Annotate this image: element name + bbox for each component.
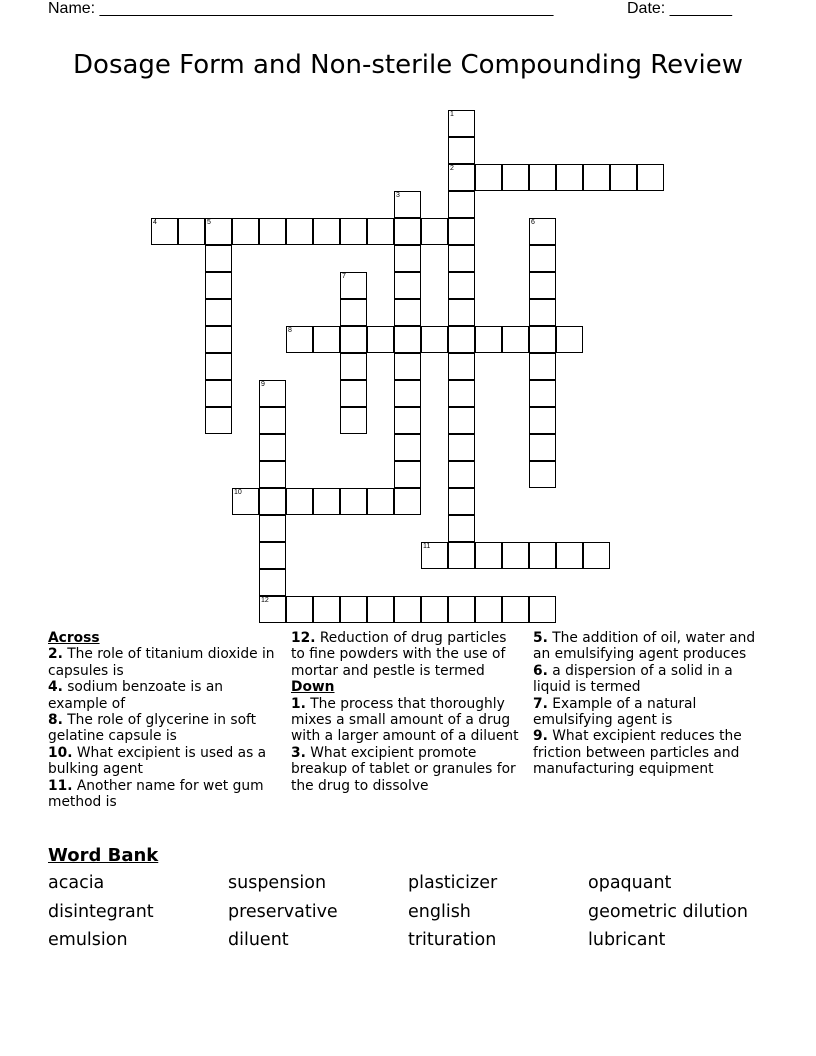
crossword-cell[interactable] [448,596,475,623]
clues-column-3 [533,630,765,778]
crossword-cell[interactable] [259,434,286,461]
crossword-cell[interactable] [340,353,367,380]
crossword-cell[interactable] [502,164,529,191]
crossword-cell[interactable] [340,380,367,407]
crossword-cell[interactable] [259,380,286,407]
crossword-cell[interactable] [205,245,232,272]
crossword-cell[interactable] [205,272,232,299]
crossword-cell[interactable] [394,488,421,515]
crossword-cell[interactable] [475,326,502,353]
word-bank-item: geometric dilution [588,901,748,922]
word-bank-title: Word Bank [48,845,159,866]
word-bank-item: plasticizer [408,873,498,893]
clue-across-11: 11. Another name for wet gum method is [48,777,264,811]
crossword-cell[interactable] [529,299,556,326]
crossword-cell[interactable] [394,299,421,326]
crossword-cell[interactable] [610,164,637,191]
crossword-cell[interactable] [448,542,475,569]
clue-number-label: 11 [423,543,431,550]
clues-column-2 [291,630,523,794]
crossword-cell[interactable] [556,542,583,569]
crossword-cell[interactable] [394,434,421,461]
clue-number-label: 1 [450,111,454,118]
clue-number-label: 12 [261,597,269,604]
crossword-cell[interactable] [448,137,475,164]
clue-across-4: 4. sodium benzoate is an example of [48,679,224,712]
clues-column-1 [48,630,280,810]
clue-number-label: 7 [342,273,346,280]
clue-down-9: 9. What excipient reduces the friction between particles and manufacturing equipment [533,728,742,778]
crossword-cell[interactable] [313,326,340,353]
crossword-cell[interactable] [205,353,232,380]
crossword-cell[interactable] [205,407,232,434]
crossword-cell[interactable] [448,191,475,218]
clue-number-label: 4 [153,219,157,226]
crossword-cell[interactable] [259,515,286,542]
crossword-cell[interactable] [286,596,313,623]
word-bank-item: disintegrant [48,901,154,922]
clue-down-1: 1. The process that thoroughly mixes a small amount of a drug with a larger amount of a diluent [291,695,519,745]
crossword-cell[interactable] [286,488,313,515]
crossword-cell[interactable] [529,596,556,623]
crossword-cell[interactable] [259,407,286,434]
crossword-cell[interactable] [232,218,259,245]
crossword-cell[interactable] [259,461,286,488]
crossword-cell[interactable] [448,434,475,461]
crossword-cell[interactable] [394,407,421,434]
crossword-cell[interactable] [502,542,529,569]
crossword-cell[interactable] [340,596,367,623]
clue-across-8: 8. The role of glycerine in soft gelatine capsule is [48,712,257,745]
crossword-cell[interactable] [529,272,556,299]
crossword-cell[interactable] [448,272,475,299]
crossword-cell[interactable] [340,218,367,245]
crossword-cell[interactable] [556,164,583,191]
crossword-cell[interactable] [340,407,367,434]
crossword-cell[interactable] [475,164,502,191]
crossword-cell[interactable] [448,110,475,137]
word-bank-item: trituration [408,930,497,950]
clue-across-12: 12. Reduction of drug particles to fine powders with the use of mortar and pestle is termed [291,630,507,679]
crossword-cell[interactable] [259,542,286,569]
crossword-cell[interactable] [448,218,475,245]
clue-across-2: 2. The role of titanium dioxide in capsules is [48,646,275,679]
word-bank-item: suspension [228,873,327,893]
crossword-cell[interactable] [448,245,475,272]
crossword-cell[interactable] [583,542,610,569]
clue-number-label: 3 [396,192,400,199]
clue-down-5: 5. The addition of oil, water and an emulsifying agent produces [533,630,756,663]
clue-number-label: 5 [207,219,211,226]
crossword-cell[interactable] [394,326,421,353]
crossword-cell[interactable] [529,407,556,434]
crossword-cell[interactable] [259,218,286,245]
crossword-cell[interactable] [529,542,556,569]
crossword-cell[interactable] [205,380,232,407]
word-bank-item: acacia [48,873,105,893]
clue-down-6: 6. a dispersion of a solid in a liquid is termed [533,662,733,696]
crossword-cell[interactable] [394,596,421,623]
crossword-cell[interactable] [394,353,421,380]
crossword-cell[interactable] [556,326,583,353]
date-field-label: Date: _______ [627,0,732,17]
crossword-cell[interactable] [448,299,475,326]
crossword-cell[interactable] [448,380,475,407]
crossword-cell[interactable] [421,596,448,623]
crossword-cell[interactable] [340,488,367,515]
name-field-label: Name: ___________________________________________________ [48,0,554,17]
clue-down-3: 3. What excipient promote breakup of tablet or granules for the drug to dissolve [291,744,516,794]
crossword-cell[interactable] [340,299,367,326]
crossword-cell[interactable] [421,218,448,245]
crossword-cell[interactable] [448,164,475,191]
crossword-cell[interactable] [394,380,421,407]
crossword-cell[interactable] [340,326,367,353]
crossword-cell[interactable] [394,191,421,218]
crossword-cell[interactable] [529,380,556,407]
crossword-cell[interactable] [367,596,394,623]
crossword-cell[interactable] [448,488,475,515]
crossword-cell[interactable] [259,569,286,596]
crossword-cell[interactable] [205,299,232,326]
crossword-cell[interactable] [448,407,475,434]
down-heading: Down [291,679,335,696]
crossword-cell[interactable] [421,542,448,569]
crossword-cell[interactable] [313,596,340,623]
crossword-cell[interactable] [475,596,502,623]
crossword-cell[interactable] [340,272,367,299]
crossword-cell[interactable] [259,596,286,623]
crossword-cell[interactable] [529,245,556,272]
crossword-cell[interactable] [313,218,340,245]
clue-number-label: 10 [234,489,242,496]
crossword-cell[interactable] [502,326,529,353]
crossword-cell[interactable] [502,596,529,623]
crossword-cell[interactable] [475,542,502,569]
crossword-cell[interactable] [529,326,556,353]
clue-number-label: 6 [531,219,535,226]
page-title: Dosage Form and Non-sterile Compounding Review [73,50,743,80]
word-bank-item: opaquant [588,873,672,893]
crossword-cell[interactable] [448,515,475,542]
crossword-cell[interactable] [637,164,664,191]
clue-number-label: 2 [450,165,454,172]
word-bank-item: english [408,901,471,922]
crossword-cell[interactable] [394,218,421,245]
across-heading: Across [48,630,100,646]
crossword-cell[interactable] [286,326,313,353]
crossword-cell[interactable] [367,488,394,515]
clue-number-label: 9 [261,381,265,388]
crossword-cell[interactable] [394,245,421,272]
crossword-cell[interactable] [529,218,556,245]
crossword-cell[interactable] [232,488,259,515]
crossword-cell[interactable] [529,164,556,191]
crossword-cell[interactable] [367,326,394,353]
crossword-cell[interactable] [367,218,394,245]
word-bank-item: emulsion [48,930,128,950]
crossword-cell[interactable] [205,326,232,353]
crossword-cell[interactable] [259,488,286,515]
clue-across-10: 10. What excipient is used as a bulking agent [48,744,267,778]
word-bank-item: diluent [228,930,289,950]
word-bank-item: preservative [228,901,338,922]
crossword-cell[interactable] [529,353,556,380]
crossword-cell[interactable] [448,461,475,488]
clue-number-label: 8 [288,327,292,334]
crossword-cell[interactable] [394,461,421,488]
clue-down-7: 7. Example of a natural emulsifying agent is [533,695,697,729]
crossword-cell[interactable] [583,164,610,191]
crossword-cell[interactable] [448,353,475,380]
crossword-cell[interactable] [286,218,313,245]
crossword-cell[interactable] [529,434,556,461]
crossword-cell[interactable] [421,326,448,353]
crossword-cell[interactable] [151,218,178,245]
crossword-cell[interactable] [529,461,556,488]
crossword-cell[interactable] [205,218,232,245]
word-bank-item: lubricant [588,930,666,950]
crossword-cell[interactable] [448,326,475,353]
crossword-cell[interactable] [178,218,205,245]
word-bank [48,872,768,952]
crossword-cell[interactable] [313,488,340,515]
crossword-cell[interactable] [394,272,421,299]
